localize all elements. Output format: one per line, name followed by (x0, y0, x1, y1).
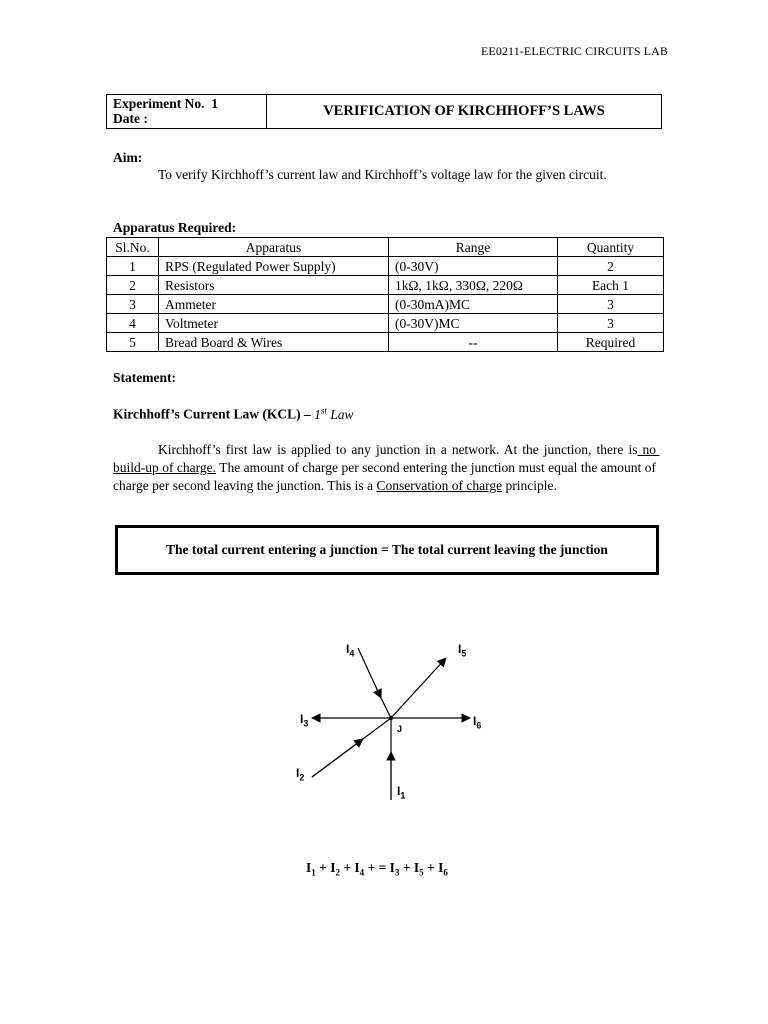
label-i3: $I_3$ (300, 712, 309, 729)
table-cell: 2 (107, 276, 159, 295)
course-code-header: EE0211-ELECTRIC CIRCUITS LAB (481, 44, 669, 58)
column-header: Apparatus (159, 238, 389, 257)
table-row (107, 314, 664, 333)
aim-heading: Aim: (113, 150, 143, 165)
table-cell: Bread Board & Wires (159, 333, 389, 352)
current-arrow-i4 (358, 648, 381, 698)
experiment-header-box (106, 94, 662, 129)
kcl-boxed-statement: The total current entering a junction = The total current leaving the junction (115, 525, 659, 575)
table-cell: Ammeter (159, 295, 389, 314)
table-cell: RPS (Regulated Power Supply) (159, 257, 389, 276)
label-i2: $I_2$ (296, 766, 305, 783)
table-cell: 4 (107, 314, 159, 333)
kcl-equation: $I_1 + I_2 + I_4$ + = $I_3 + I_5 + I_6$ (306, 860, 448, 878)
table-cell: 5 (107, 333, 159, 352)
experiment-date: Date : (113, 111, 148, 126)
table-cell: (0-30V) (389, 257, 558, 276)
current-arrow-i5 (391, 658, 446, 718)
kcl-para-underlined: no build-up of charge. (113, 442, 660, 475)
apparatus-heading: Apparatus Required: (113, 220, 237, 235)
table-cell: 1kΩ, 1kΩ, 330Ω, 220Ω (389, 276, 558, 295)
junction-label: J (397, 724, 403, 734)
table-row (107, 257, 664, 276)
kcl-para-underlined: Conservation of charge (376, 478, 503, 493)
label-i1: $I_1$ (397, 784, 406, 801)
kcl-heading (113, 405, 354, 423)
kcl-para-part: principle. (502, 478, 557, 493)
kcl-heading-text: Kirchhoff’s Current Law (KCL) (113, 406, 301, 422)
table-row (107, 333, 664, 352)
experiment-info-cell (107, 95, 267, 128)
table-cell: 3 (107, 295, 159, 314)
table-cell: (0-30mA)MC (389, 295, 558, 314)
table-cell: Resistors (159, 276, 389, 295)
table-cell: 3 (558, 314, 664, 333)
table-header-row (107, 238, 664, 257)
current-arrow-i2 (312, 739, 363, 777)
kcl-paragraph (113, 441, 660, 495)
kcl-para-part: Kirchhoff’s first law is applied to any junction in a network. At the junction, there is (158, 442, 638, 457)
line-i4-end (380, 696, 391, 718)
aim-text: To verify Kirchhoff’s current law and Kirchhoff’s voltage law for the given circuit. (158, 167, 607, 182)
label-i6: $I_6$ (473, 714, 482, 731)
kcl-law-number: 1 (314, 406, 321, 422)
experiment-number: Experiment No. 1 (113, 96, 218, 111)
column-header: Quantity (558, 238, 664, 257)
table-row (107, 276, 664, 295)
table-cell: Required (558, 333, 664, 352)
experiment-title: VERIFICATION OF KIRCHHOFF’S LAWS (323, 103, 605, 119)
table-cell: Voltmeter (159, 314, 389, 333)
table-cell: Each 1 (558, 276, 664, 295)
label-i4: $I_4$ (346, 642, 355, 659)
kcl-heading-dash: – (300, 406, 315, 422)
apparatus-table (106, 237, 664, 352)
table-cell: (0-30V)MC (389, 314, 558, 333)
junction-diagram (280, 630, 500, 810)
column-header: Range (389, 238, 558, 257)
statement-heading: Statement: (113, 370, 176, 385)
junction-node (389, 716, 393, 720)
label-i5: $I_5$ (458, 642, 467, 659)
kcl-para-part: The amount of charge per second entering the junction must equal the amount of charge per second leaving the junction. This is a (113, 460, 660, 493)
kcl-law-word: Law (326, 406, 354, 422)
table-row (107, 295, 664, 314)
table-cell: 1 (107, 257, 159, 276)
column-header: Sl.No. (107, 238, 159, 257)
table-cell: 3 (558, 295, 664, 314)
kcl-law-sup: st (320, 405, 327, 415)
table-cell: 2 (558, 257, 664, 276)
table-cell: -- (389, 333, 558, 352)
